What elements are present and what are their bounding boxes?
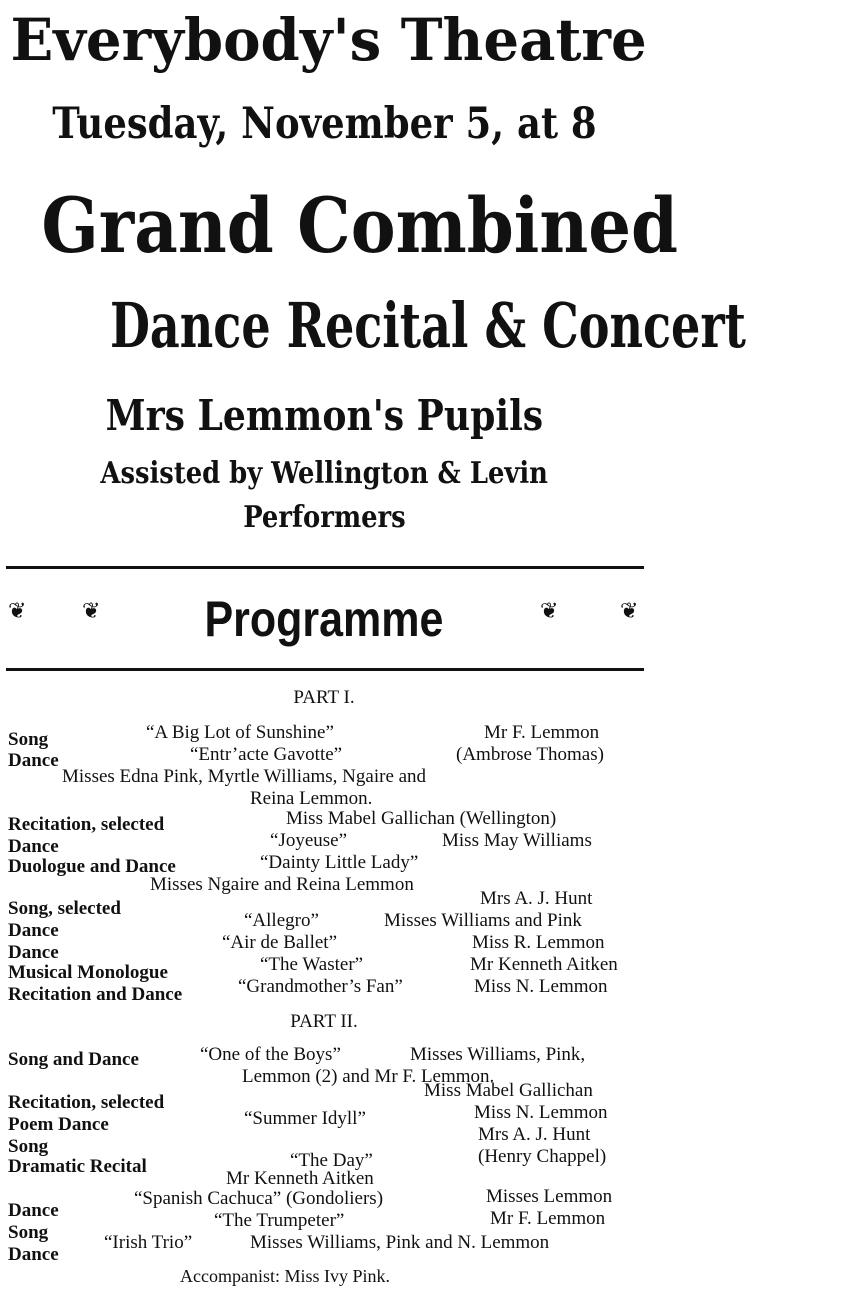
item-title: “Dainty Little Lady”	[260, 852, 419, 873]
ornament-icon: ❦	[620, 598, 639, 623]
item-title: “Entr’acte Gavotte”	[190, 744, 343, 765]
accompanist-line: Accompanist: Miss Ivy Pink.	[180, 1266, 390, 1286]
item-label: Song and Dance	[8, 1049, 139, 1070]
item-label: Recitation, selected	[8, 814, 165, 835]
pupils-heading: Mrs Lemmon's Pupils	[105, 391, 543, 440]
item-label: Recitation and Dance	[8, 984, 183, 1005]
item-performer: Mr Kenneth Aitken	[470, 954, 618, 975]
item-performer: Miss N. Lemmon	[474, 976, 608, 997]
item-performer: Misses Edna Pink, Myrtle Williams, Ngaire and	[62, 766, 427, 787]
item-label: Dance	[8, 942, 59, 963]
programme-heading: Programme	[204, 591, 444, 647]
item-performer: Mr Kenneth Aitken	[226, 1168, 374, 1189]
item-title: “Summer Idyll”	[244, 1108, 366, 1129]
item-performer: Mr F. Lemmon	[490, 1208, 606, 1229]
item-performer: (Henry Chappel)	[478, 1146, 607, 1167]
item-label: Dance	[8, 750, 59, 771]
item-title: “Irish Trio”	[104, 1232, 193, 1253]
divider-rule	[6, 668, 644, 671]
item-performer: Miss R. Lemmon	[472, 932, 605, 953]
item-title: “A Big Lot of Sunshine”	[146, 722, 334, 743]
item-label: Song	[8, 1222, 49, 1243]
item-performer: Lemmon (2) and Mr F. Lemmon.	[242, 1066, 495, 1087]
ornament-icon: ❦	[540, 598, 559, 623]
performers-line: Performers	[242, 500, 406, 535]
item-title: “The Waster”	[260, 954, 364, 975]
item-performer: Misses Lemmon	[486, 1186, 613, 1207]
item-title: “Joyeuse”	[270, 830, 348, 851]
item-label: Recitation, selected	[8, 1092, 165, 1113]
item-label: Song, selected	[8, 898, 121, 919]
part-two-title: PART II.	[290, 1011, 358, 1032]
item-label: Musical Monologue	[8, 962, 168, 983]
item-title: “Spanish Cachuca” (Gondoliers)	[134, 1188, 384, 1209]
item-performer: Miss May Williams	[442, 830, 592, 851]
grand-combined-heading: Grand Combined	[41, 181, 679, 270]
item-performer: Mrs A. J. Hunt	[478, 1124, 591, 1145]
item-label: Dramatic Recital	[8, 1156, 147, 1177]
venue-title: Everybody's Theatre	[10, 6, 647, 74]
date-line: Tuesday, November 5, at 8	[51, 99, 597, 149]
ornament-icon: ❦	[82, 598, 101, 623]
item-label: Dance	[8, 836, 59, 857]
item-performer: Misses Williams and Pink	[384, 910, 582, 931]
item-performer: Miss Mabel Gallichan	[424, 1080, 593, 1101]
item-performer: Misses Ngaire and Reina Lemmon	[150, 874, 414, 895]
item-label: Dance	[8, 1244, 59, 1265]
item-label: Song	[8, 729, 49, 750]
item-performer: Miss Mabel Gallichan (Wellington)	[286, 808, 557, 829]
part-one-title: PART I.	[293, 687, 355, 708]
item-performer: Miss N. Lemmon	[474, 1102, 608, 1123]
event-heading: Dance Recital & Concert	[109, 289, 746, 362]
item-label: Poem Dance	[8, 1114, 109, 1135]
item-label: Dance	[8, 1200, 59, 1221]
item-performer: Mrs A. J. Hunt	[480, 888, 593, 909]
item-title: “The Trumpeter”	[214, 1210, 345, 1231]
item-title: “Allegro”	[244, 910, 319, 931]
item-label: Duologue and Dance	[8, 856, 176, 877]
divider-rule	[6, 566, 644, 569]
item-title: “Grandmother’s Fan”	[238, 976, 403, 997]
item-performer: Misses Williams, Pink,	[410, 1044, 586, 1065]
item-performer: Mr F. Lemmon	[484, 722, 600, 743]
item-performer: Reina Lemmon.	[250, 788, 373, 809]
item-performer: Misses Williams, Pink and N. Lemmon	[250, 1232, 550, 1253]
item-title: “The Day”	[290, 1150, 373, 1171]
ornament-icon: ❦	[8, 598, 27, 623]
item-performer: (Ambrose Thomas)	[456, 744, 604, 765]
item-label: Song	[8, 1136, 49, 1157]
item-title: “One of the Boys”	[200, 1044, 341, 1065]
item-title: “Air de Ballet”	[222, 932, 338, 953]
item-label: Dance	[8, 920, 59, 941]
assisted-line: Assisted by Wellington & Levin	[100, 456, 548, 491]
